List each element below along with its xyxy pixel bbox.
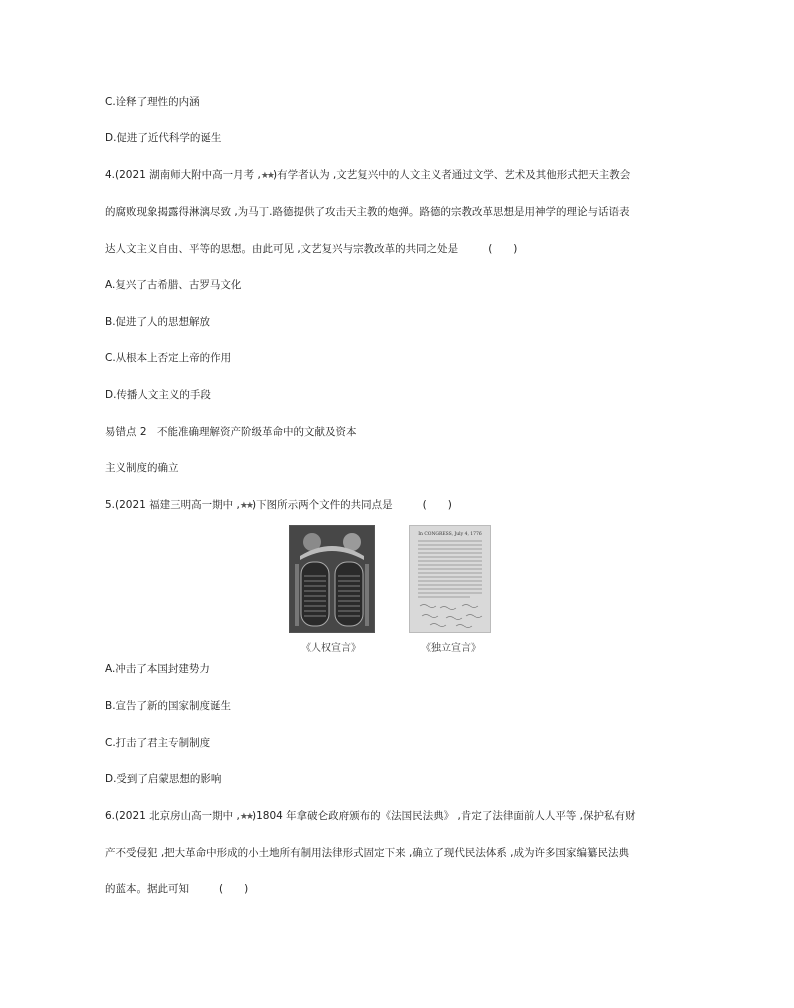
q5-source: 5.(2021 福建三明高一期中 , <box>105 499 240 511</box>
q5-stem <box>105 498 452 513</box>
q4-option-d: D.传播人文主义的手段 <box>105 389 211 401</box>
q4-source: 4.(2021 湖南师大附中高一月考 , <box>105 169 261 181</box>
rights-of-man-illustration <box>290 526 374 632</box>
q6-stem-text: )1804 年拿破仑政府颁布的《法国民法典》 ,肯定了法律面前人人平等 ,保护私有财 <box>252 810 636 822</box>
q4-option-b: B.促进了人的思想解放 <box>105 316 211 328</box>
q4-stem-line1 <box>105 168 630 183</box>
q6-stem-line2: 产不受侵犯 ,把大革命中形成的小土地所有制用法律形式固定下来 ,确立了现代民法体系 ,成为许多国家编纂民法典 <box>105 847 630 859</box>
q6-source: 6.(2021 北京房山高一期中 , <box>105 810 240 822</box>
q5-answer-blank: ( ) <box>422 499 452 511</box>
q4-stem-text: )有学者认为 ,文艺复兴中的人文主义者通过文学、艺术及其他形式把天主教会 <box>273 169 631 181</box>
q3-option-c: C.诠释了理性的内涵 <box>105 96 200 108</box>
rights-of-man-image <box>289 525 375 633</box>
image2-caption: 《独立宣言》 <box>421 643 481 654</box>
q5-option-d: D.受到了启蒙思想的影响 <box>105 773 222 785</box>
q4-answer-blank: ( ) <box>488 243 518 255</box>
q5-option-c: C.打击了君主专制制度 <box>105 737 211 749</box>
q6-stem-line1 <box>105 809 636 824</box>
section-heading-line2: 主义制度的确立 <box>105 462 179 474</box>
q5-option-b: B.宣告了新的国家制度诞生 <box>105 700 232 712</box>
difficulty-stars-icon: ★★ <box>239 812 252 822</box>
q4-option-a: A.复兴了古希腊、古罗马文化 <box>105 279 242 291</box>
q4-stem-text-3: 达人文主义自由、平等的思想。由此可见 ,文艺复兴与宗教改革的共同之处是 <box>105 243 459 255</box>
q6-stem-text-3: 的蓝本。据此可知 <box>105 883 189 895</box>
difficulty-stars-icon: ★★ <box>239 501 252 511</box>
q6-stem-line3 <box>105 882 248 896</box>
q3-option-d: D.促进了近代科学的诞生 <box>105 132 222 144</box>
difficulty-stars-icon: ★★ <box>260 171 273 181</box>
image1-caption: 《人权宣言》 <box>301 643 361 654</box>
q4-stem-line3 <box>105 242 517 256</box>
declaration-of-independence-illustration <box>410 526 490 632</box>
section-heading-line1: 易错点 2 不能准确理解资产阶级革命中的文献及资本 <box>105 426 357 438</box>
q4-stem-line2: 的腐败现象揭露得淋漓尽致 ,为马丁.路德提供了攻击天主教的炮弹。路德的宗教改革思想是用神学的理论与话语表 <box>105 206 630 218</box>
q4-option-c: C.从根本上否定上帝的作用 <box>105 352 232 364</box>
q6-answer-blank: ( ) <box>219 883 249 895</box>
q5-stem-text: )下图所示两个文件的共同点是 <box>252 499 393 511</box>
declaration-header: In CONGRESS, July 4, 1776 <box>418 532 482 537</box>
q5-option-a: A.冲击了本国封建势力 <box>105 663 210 675</box>
declaration-of-independence-image <box>409 525 491 633</box>
